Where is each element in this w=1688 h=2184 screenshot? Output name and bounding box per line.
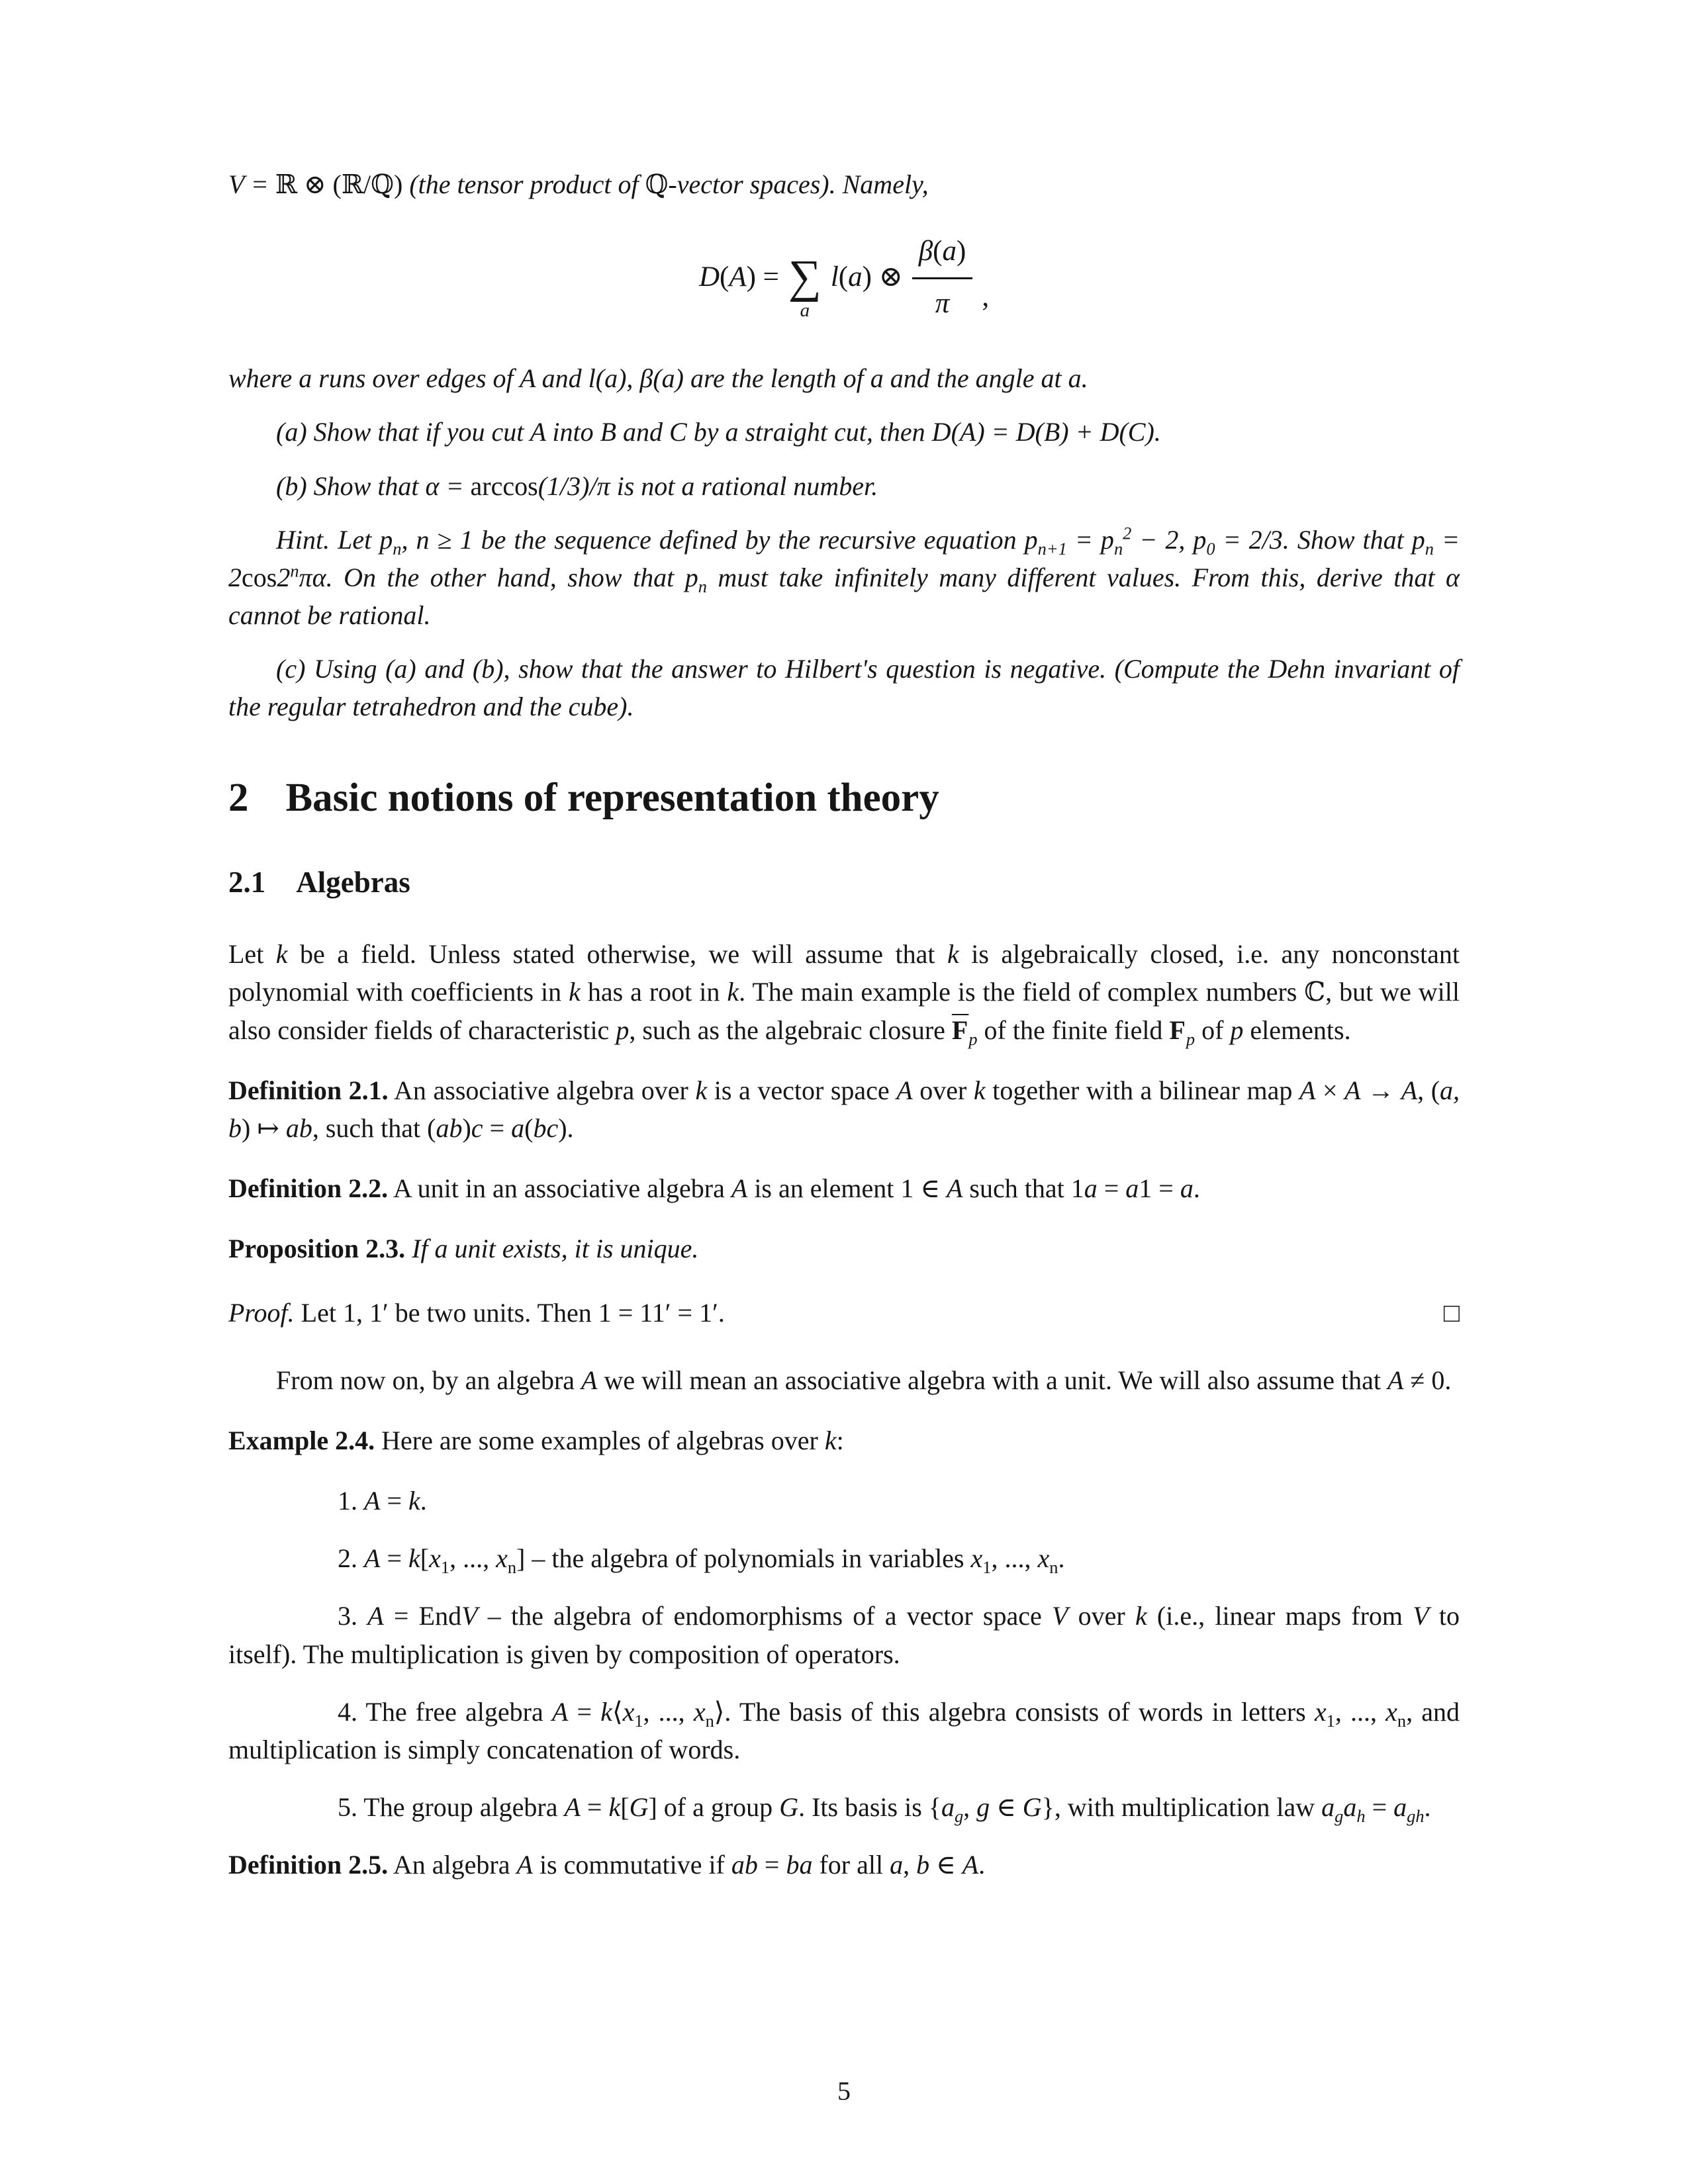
hint-paragraph: Hint. Let $p_n$, n ≥ 1 be the sequence defined by the recursive equation $p_{n+1} = p_n^2 - 2$, $p_0 = 2/3$. Show that $p_n = 2\cos 2^n\pi\alpha$. On the other hand, show that $p_n$ must take infinitely many different values. From this, derive that α cannot be rational.	[228, 523, 1460, 631]
definition-2-5: Definition 2.5. An algebra A is commutative if ab = ba for all a, b ∈ A.	[228, 1850, 986, 1880]
proof-paragraph	[228, 1294, 1460, 1332]
section-number: 2	[228, 775, 249, 820]
definition-2-2: Definition 2.2. A unit in an associative algebra A is an element 1 ∈ A such that 1a = a1 = a.	[228, 1173, 1200, 1204]
sum-subscript: a	[800, 299, 810, 321]
section-title: Basic notions of representation theory	[285, 775, 939, 820]
problem-item-a: (a) Show that if you cut A into B and C by a straight cut, then D(A) = D(B) + D(C).	[276, 417, 1161, 447]
dehn-invariant-equation	[228, 231, 1460, 324]
fraction-denominator: π	[935, 287, 950, 319]
intro-paragraph: V = ℝ ⊗ (ℝ/ℚ) (the tensor product of ℚ-vector spaces). Namely,	[228, 169, 929, 199]
equation-middle: l(a) ⊗	[830, 261, 903, 293]
problem-item-b: (b) Show that α = arccos(1/3)/π is not a rational number.	[276, 471, 878, 501]
section-2-heading	[228, 775, 1460, 821]
qed-symbol: □	[1443, 1298, 1460, 1328]
page-content	[228, 165, 1460, 1907]
subsection-title: Algebras	[296, 865, 410, 899]
subsection-2-1-heading	[228, 861, 1460, 903]
equation-fraction	[912, 231, 973, 324]
example-item-3: 3. A = EndV – the algebra of endomorphisms of a vector space V over k (i.e., linear maps from V to itself). The multiplication is given by composition of operators.	[228, 1601, 1460, 1669]
example-item-4: 4. The free algebra $A = k⟨x_1$, ..., $x_n⟩$. The basis of this algebra consists of words in letters $x_1$, ..., $x_n$, and multiplication is simply concatenation of words.	[228, 1696, 1460, 1764]
example-item-1: 1. A = k.	[338, 1486, 427, 1516]
equation-comma: ,	[982, 281, 990, 313]
example-item-5: 5. The group algebra A = k[G] of a group G. Its basis is {$a_g$, g ∈ G}, with multiplication law $a_ga_h = a_{gh}$.	[338, 1792, 1431, 1827]
fraction-numerator: β(a)	[912, 231, 973, 279]
where-paragraph: where a runs over edges of A and l(a), β(a) are the length of a and the angle at a.	[228, 363, 1088, 394]
proof-text: Proof. Let 1, 1′ be two units. Then 1 = 11′ = 1′.	[228, 1298, 725, 1328]
example-2-4: Example 2.4. Here are some examples of algebras over k:	[228, 1425, 844, 1455]
subsection-number: 2.1	[228, 865, 266, 899]
equation-lhs: D(A) =	[698, 261, 779, 293]
summation-symbol	[788, 251, 821, 321]
definition-2-1: Definition 2.1. An associative algebra over k is a vector space A over k together with a bilinear map A × A → A, (a, b) ↦ ab, such that (ab)c = a(bc).	[228, 1075, 1460, 1143]
proposition-2-3: Proposition 2.3. If a unit exists, it is unique.	[228, 1234, 699, 1264]
from-now-on-paragraph: From now on, by an algebra A we will mean an associative algebra with a unit. We will also assume that A ≠ 0.	[276, 1365, 1452, 1395]
page-footer	[0, 2072, 1688, 2110]
sigma-glyph: ∑	[788, 251, 821, 303]
page-number: 5	[837, 2075, 851, 2106]
example-item-2: 2. $A = k[x_1$, ..., $x_n$] – the algebra of polynomials in variables $x_1$, ..., $x_n$.	[338, 1543, 1065, 1578]
algebras-intro-paragraph: Let k be a field. Unless stated otherwise, we will assume that k is algebraically closed, i.e. any nonconstant polynomial with coefficients in k has a root in k. The main example is the field of complex numbers ℂ, but we will also consider fields of characteristic p, such as the algebraic closure $\overline{F}_p$ of the finite field $F_p$ of p elements.	[228, 939, 1460, 1049]
problem-item-c: (c) Using (a) and (b), show that the answer to Hilbert's question is negative. (Compute the Dehn invariant of the regular tetrahedron and the cube).	[228, 654, 1460, 722]
